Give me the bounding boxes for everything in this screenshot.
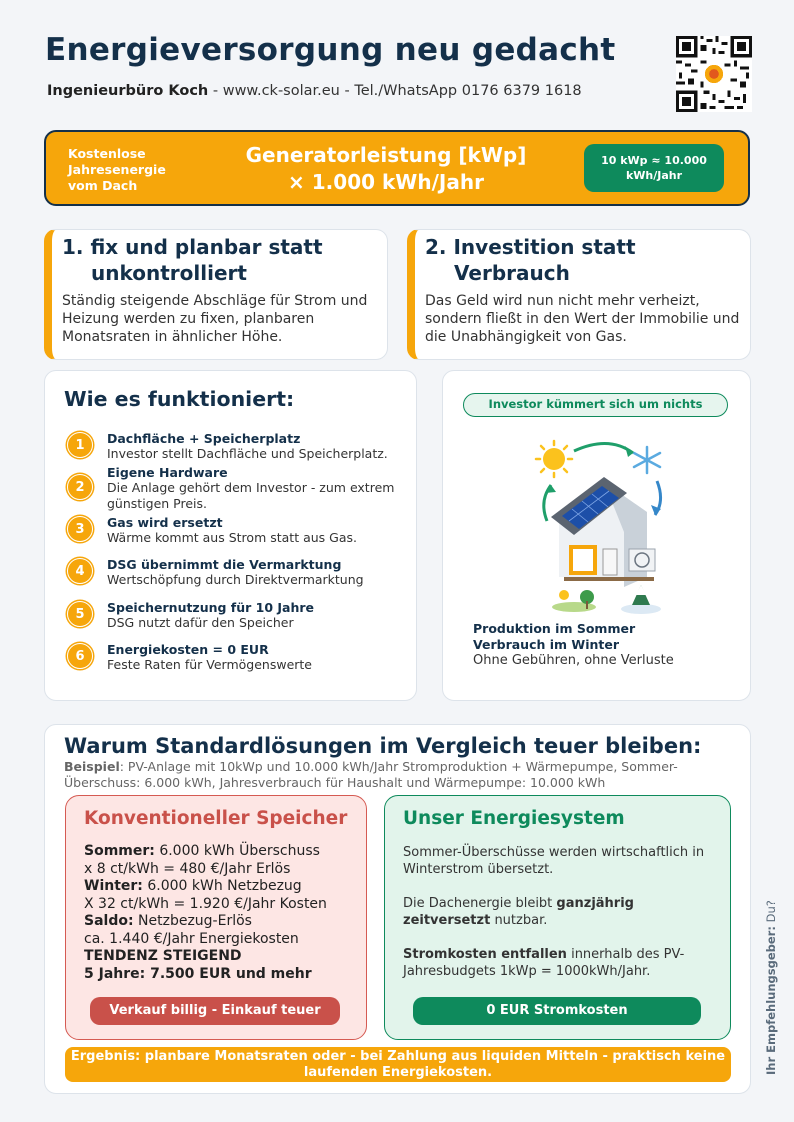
company-name: Ingenieurbüro Koch: [47, 83, 209, 99]
step-number: 4: [67, 558, 93, 584]
contact-details: - www.ck-solar.eu - Tel./WhatsApp 0176 6379 1618: [208, 83, 582, 99]
step-desc: Feste Raten für Vermögenswerte: [107, 657, 312, 672]
page-title: Energieversorgung neu gedacht: [45, 32, 616, 68]
our-system-paragraph: Sommer-Überschüsse werden wirtschaftlich in Winterstrom übersetzt.: [403, 845, 705, 877]
saldo-label: Saldo:: [84, 913, 134, 929]
p3-text: innerhalb des PV-Jahresbudgets 1kWp = 1000kWh/Jahr.: [403, 947, 685, 979]
step-title: Gas wird ersetzt: [107, 515, 223, 530]
summer-text: 6.000 kWh Überschuss: [154, 843, 320, 859]
investor-highlight: [473, 621, 635, 652]
benefit-text: Ständig steigende Abschläge für Strom und Heizung werden zu fixen, planbaren Monatsraten in ähnlicher Höhe.: [62, 293, 368, 345]
how-it-works-card: [44, 370, 417, 701]
banner-formula-line: × 1.000 kWh/Jahr: [288, 170, 484, 194]
example-label: Beispiel: [64, 759, 120, 774]
step-title: Speichernutzung für 10 Jahre: [107, 600, 315, 615]
p2-text: nutzbar.: [490, 913, 548, 928]
benefit-title-line: unkontrolliert: [91, 261, 247, 285]
step-number: 5: [67, 601, 93, 627]
benefit-title-line: 1. fix und planbar statt: [62, 235, 323, 259]
p3-emphasis: Stromkosten entfallen: [403, 947, 567, 962]
conventional-storage-box: [65, 795, 367, 1040]
step-number: 3: [67, 516, 93, 542]
step-number: 1: [67, 432, 93, 458]
summer-line: [84, 843, 364, 861]
badge-line: kWh/Jahr: [625, 169, 683, 182]
banner-formula: [236, 142, 536, 196]
summer-calc: x 8 ct/kWh = 480 €/Jahr Erlös: [84, 860, 291, 877]
step-number: 2: [67, 474, 93, 500]
investor-line: Verbrauch im Winter: [473, 636, 619, 652]
zero-cost-button[interactable]: 0 EUR Stromkosten: [413, 997, 701, 1025]
comparison-title: Warum Standardlösungen im Vergleich teuer bleiben:: [64, 734, 702, 758]
badge-line: 10 kWp ≈ 10.000: [601, 154, 707, 167]
step-title: DSG übernimmt die Vermarktung: [107, 557, 342, 572]
step-title: Dachfläche + Speicherplatz: [107, 431, 301, 446]
banner-free-energy: [68, 146, 203, 194]
banner-left-line: Kostenlose: [68, 146, 146, 161]
referrer-label-text: Ihr Empfehlungsgeber:: [764, 926, 778, 1075]
contact-line: [47, 83, 582, 99]
investor-pill: Investor kümmert sich um nichts: [463, 393, 728, 417]
example-text: : PV-Anlage mit 10kWp und 10.000 kWh/Jahr Stromproduktion + Wärmepumpe, Sommer-Überschuss: 6.000 kWh, Jahresverbrauch für Haushalt und Wärmepumpe: 10.000 kWh: [64, 759, 678, 790]
step-title: Energiekosten = 0 EUR: [107, 642, 269, 657]
benefit-title-line: Verbrauch: [454, 261, 570, 285]
investor-line: Produktion im Sommer: [473, 621, 636, 636]
conventional-body: [84, 843, 364, 983]
benefit-card-investment: [407, 229, 751, 360]
step-desc: Investor stellt Dachfläche und Speicherplatz.: [107, 446, 388, 461]
banner-example-badge: [584, 144, 724, 192]
p2-text: Die Dachenergie bleibt: [403, 896, 557, 911]
step-desc: DSG nutzt dafür den Speicher: [107, 615, 294, 630]
summer-label: Sommer:: [84, 843, 155, 859]
our-system-title: Unser Energiesystem: [403, 808, 625, 829]
step-number: 6: [67, 643, 93, 669]
banner-formula-line: Generatorleistung [kWp]: [245, 143, 527, 167]
winter-text: 6.000 kWh Netzbezug: [142, 878, 302, 894]
comparison-card: [44, 724, 751, 1094]
sell-cheap-buy-expensive-button[interactable]: Verkauf billig - Einkauf teuer: [90, 997, 340, 1025]
investor-card: [442, 370, 751, 701]
step-desc: Die Anlage gehört dem Investor - zum extrem günstigen Preis.: [107, 480, 395, 511]
winter-label: Winter:: [84, 878, 143, 894]
trend-text: TENDENZ STEIGEND: [84, 948, 242, 964]
house-solar-illustration: [529, 437, 679, 617]
saldo-line: [84, 913, 364, 931]
qr-code-icon[interactable]: [676, 36, 752, 112]
saldo-calc: ca. 1.440 €/Jahr Energiekosten: [84, 930, 299, 947]
step-title: Eigene Hardware: [107, 465, 228, 480]
our-system-paragraph: [403, 946, 713, 980]
step-desc: Wärme kommt aus Strom statt aus Gas.: [107, 530, 357, 545]
benefit-title: [62, 234, 382, 286]
our-energy-system-box: [384, 795, 731, 1040]
step-desc: Wertschöpfung durch Direktvermarktung: [107, 572, 364, 587]
result-banner: Ergebnis: planbare Monatsraten oder - bei Zahlung aus liquiden Mitteln - praktisch keine laufenden Energiekosten.: [65, 1047, 731, 1082]
winter-line: [84, 878, 364, 896]
banner-left-line: vom Dach: [68, 178, 138, 193]
how-it-works-title: Wie es funktioniert:: [64, 387, 295, 411]
our-system-paragraph: [403, 895, 713, 929]
banner-left-line: Jahresenergie: [68, 162, 166, 177]
winter-calc: X 32 ct/kWh = 1.920 €/Jahr Kosten: [84, 895, 327, 912]
p2-emphasis: ganzjährig zeitversetzt: [403, 896, 634, 928]
investor-subline: Ohne Gebühren, ohne Verluste: [473, 653, 674, 668]
benefit-title-line: 2. Investition statt: [425, 235, 636, 259]
yield-banner: [44, 130, 750, 206]
our-system-body: [403, 844, 713, 997]
comparison-example: [64, 759, 704, 791]
benefit-card-fixed: [44, 229, 388, 360]
benefit-title: [425, 234, 745, 286]
benefit-text: Das Geld wird nun nicht mehr verheizt, sondern fließt in den Wert der Immobilie und die Unabhängigkeit von Gas.: [425, 293, 740, 345]
referrer-label: [764, 900, 778, 1075]
referrer-value: Du?: [764, 900, 778, 927]
saldo-text: Netzbezug-Erlös: [133, 913, 252, 929]
five-year-cost: 5 Jahre: 7.500 EUR und mehr: [84, 965, 312, 982]
conventional-title: Konventioneller Speicher: [84, 808, 348, 829]
